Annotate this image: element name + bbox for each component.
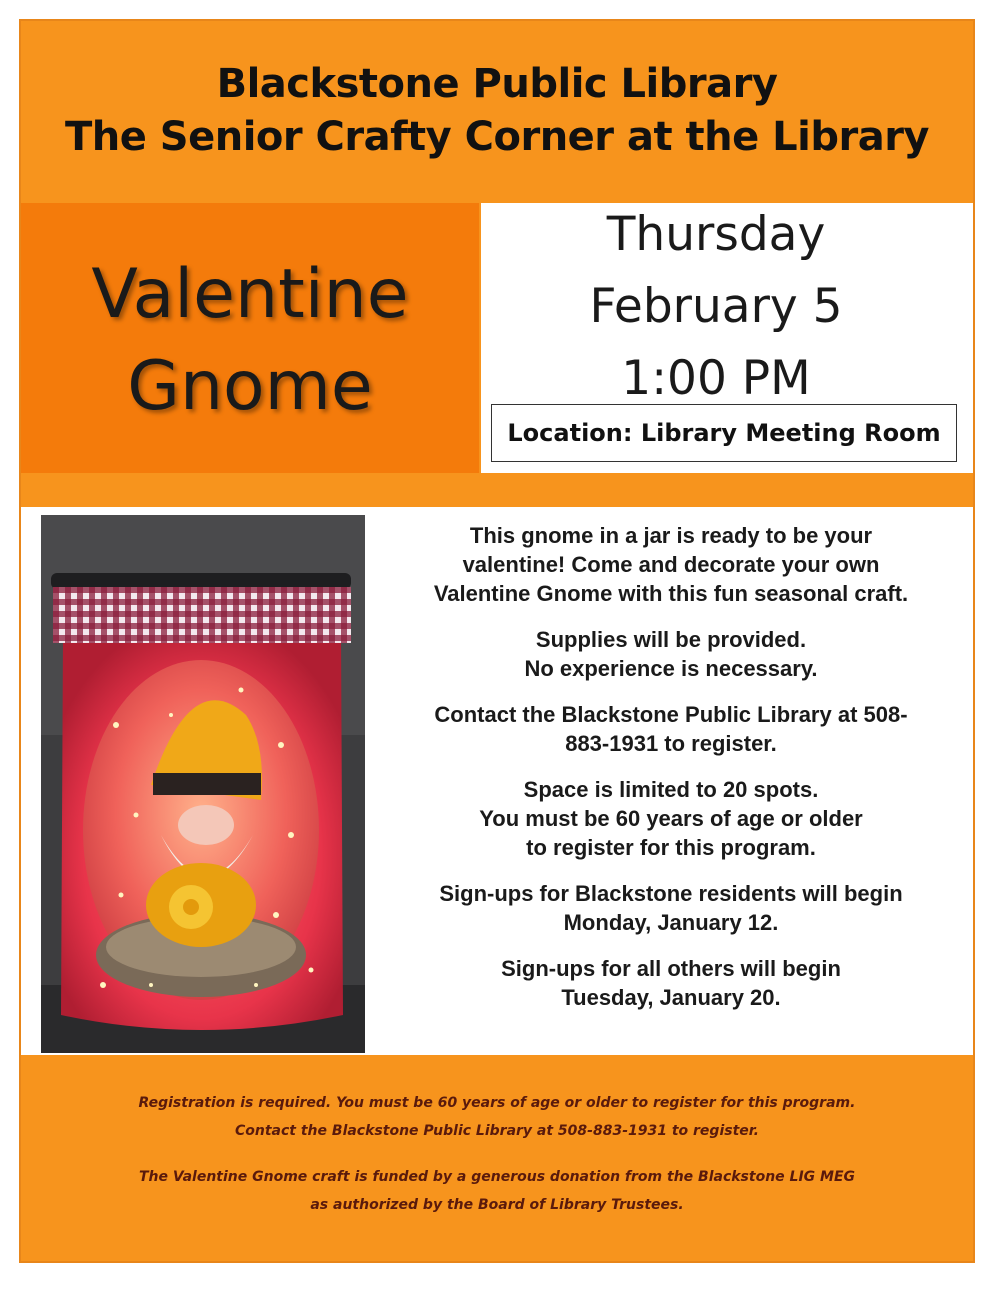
text-line: You must be 60 years of age or older [479,806,863,831]
flyer [19,19,975,1263]
description-space-limit [381,775,961,862]
header [21,21,973,201]
program-series: The Senior Crafty Corner at the Library [64,114,930,160]
description-contact [381,700,961,758]
text-line: This gnome in a jar is ready to be your [469,523,873,548]
text-line: No experience is necessary. [524,656,818,681]
text-line: Supplies will be provided. [535,627,807,652]
text-line: The Valentine Gnome craft is funded by a generous donation from the Blackstone LIG MEG [138,1169,856,1185]
gnome-jar-photo [41,515,365,1053]
text-line: 883-1931 to register. [565,731,777,756]
event-time: 1:00 PM [621,351,811,406]
description-other-signups [381,954,961,1012]
text-line: Contact the Blackstone Public Library at 508-883-1931 to register. [235,1123,759,1139]
footer-registration [21,1089,973,1145]
text-line: Tuesday, January 20. [561,985,781,1010]
description-resident-signups [381,879,961,937]
description-supplies [381,625,961,683]
text-line: valentine! Come and decorate your own [462,552,880,577]
event-datetime-box [481,203,973,473]
event-day: Thursday [606,207,826,262]
footer-notes [21,1089,973,1237]
gnome-jar-illustration [41,515,365,1053]
craft-title-box [21,203,479,473]
text-line: Valentine Gnome with this fun seasonal craft. [433,581,909,606]
event-location: Location: Library Meeting Room [491,404,957,462]
text-line: Contact the Blackstone Public Library at 508- [434,702,908,727]
text-line: as authorized by the Board of Library Trustees. [310,1197,684,1213]
text-line: Space is limited to 20 spots. [523,777,819,802]
content-panel [21,507,973,1055]
text-line: to register for this program. [526,835,816,860]
text-line: Sign-ups for Blackstone residents will begin [439,881,903,906]
text-line: Sign-ups for all others will begin [501,956,841,981]
event-date: February 5 [589,279,843,334]
description-intro [381,521,961,608]
library-name: Blackstone Public Library [216,61,778,107]
text-line: Monday, January 12. [563,910,779,935]
craft-title-line1: Valentine [91,255,409,334]
footer-funding [21,1163,973,1219]
text-line: Registration is required. You must be 60 years of age or older to register for this program. [138,1095,856,1111]
program-description [381,521,961,1029]
craft-title-line2: Gnome [127,347,373,426]
